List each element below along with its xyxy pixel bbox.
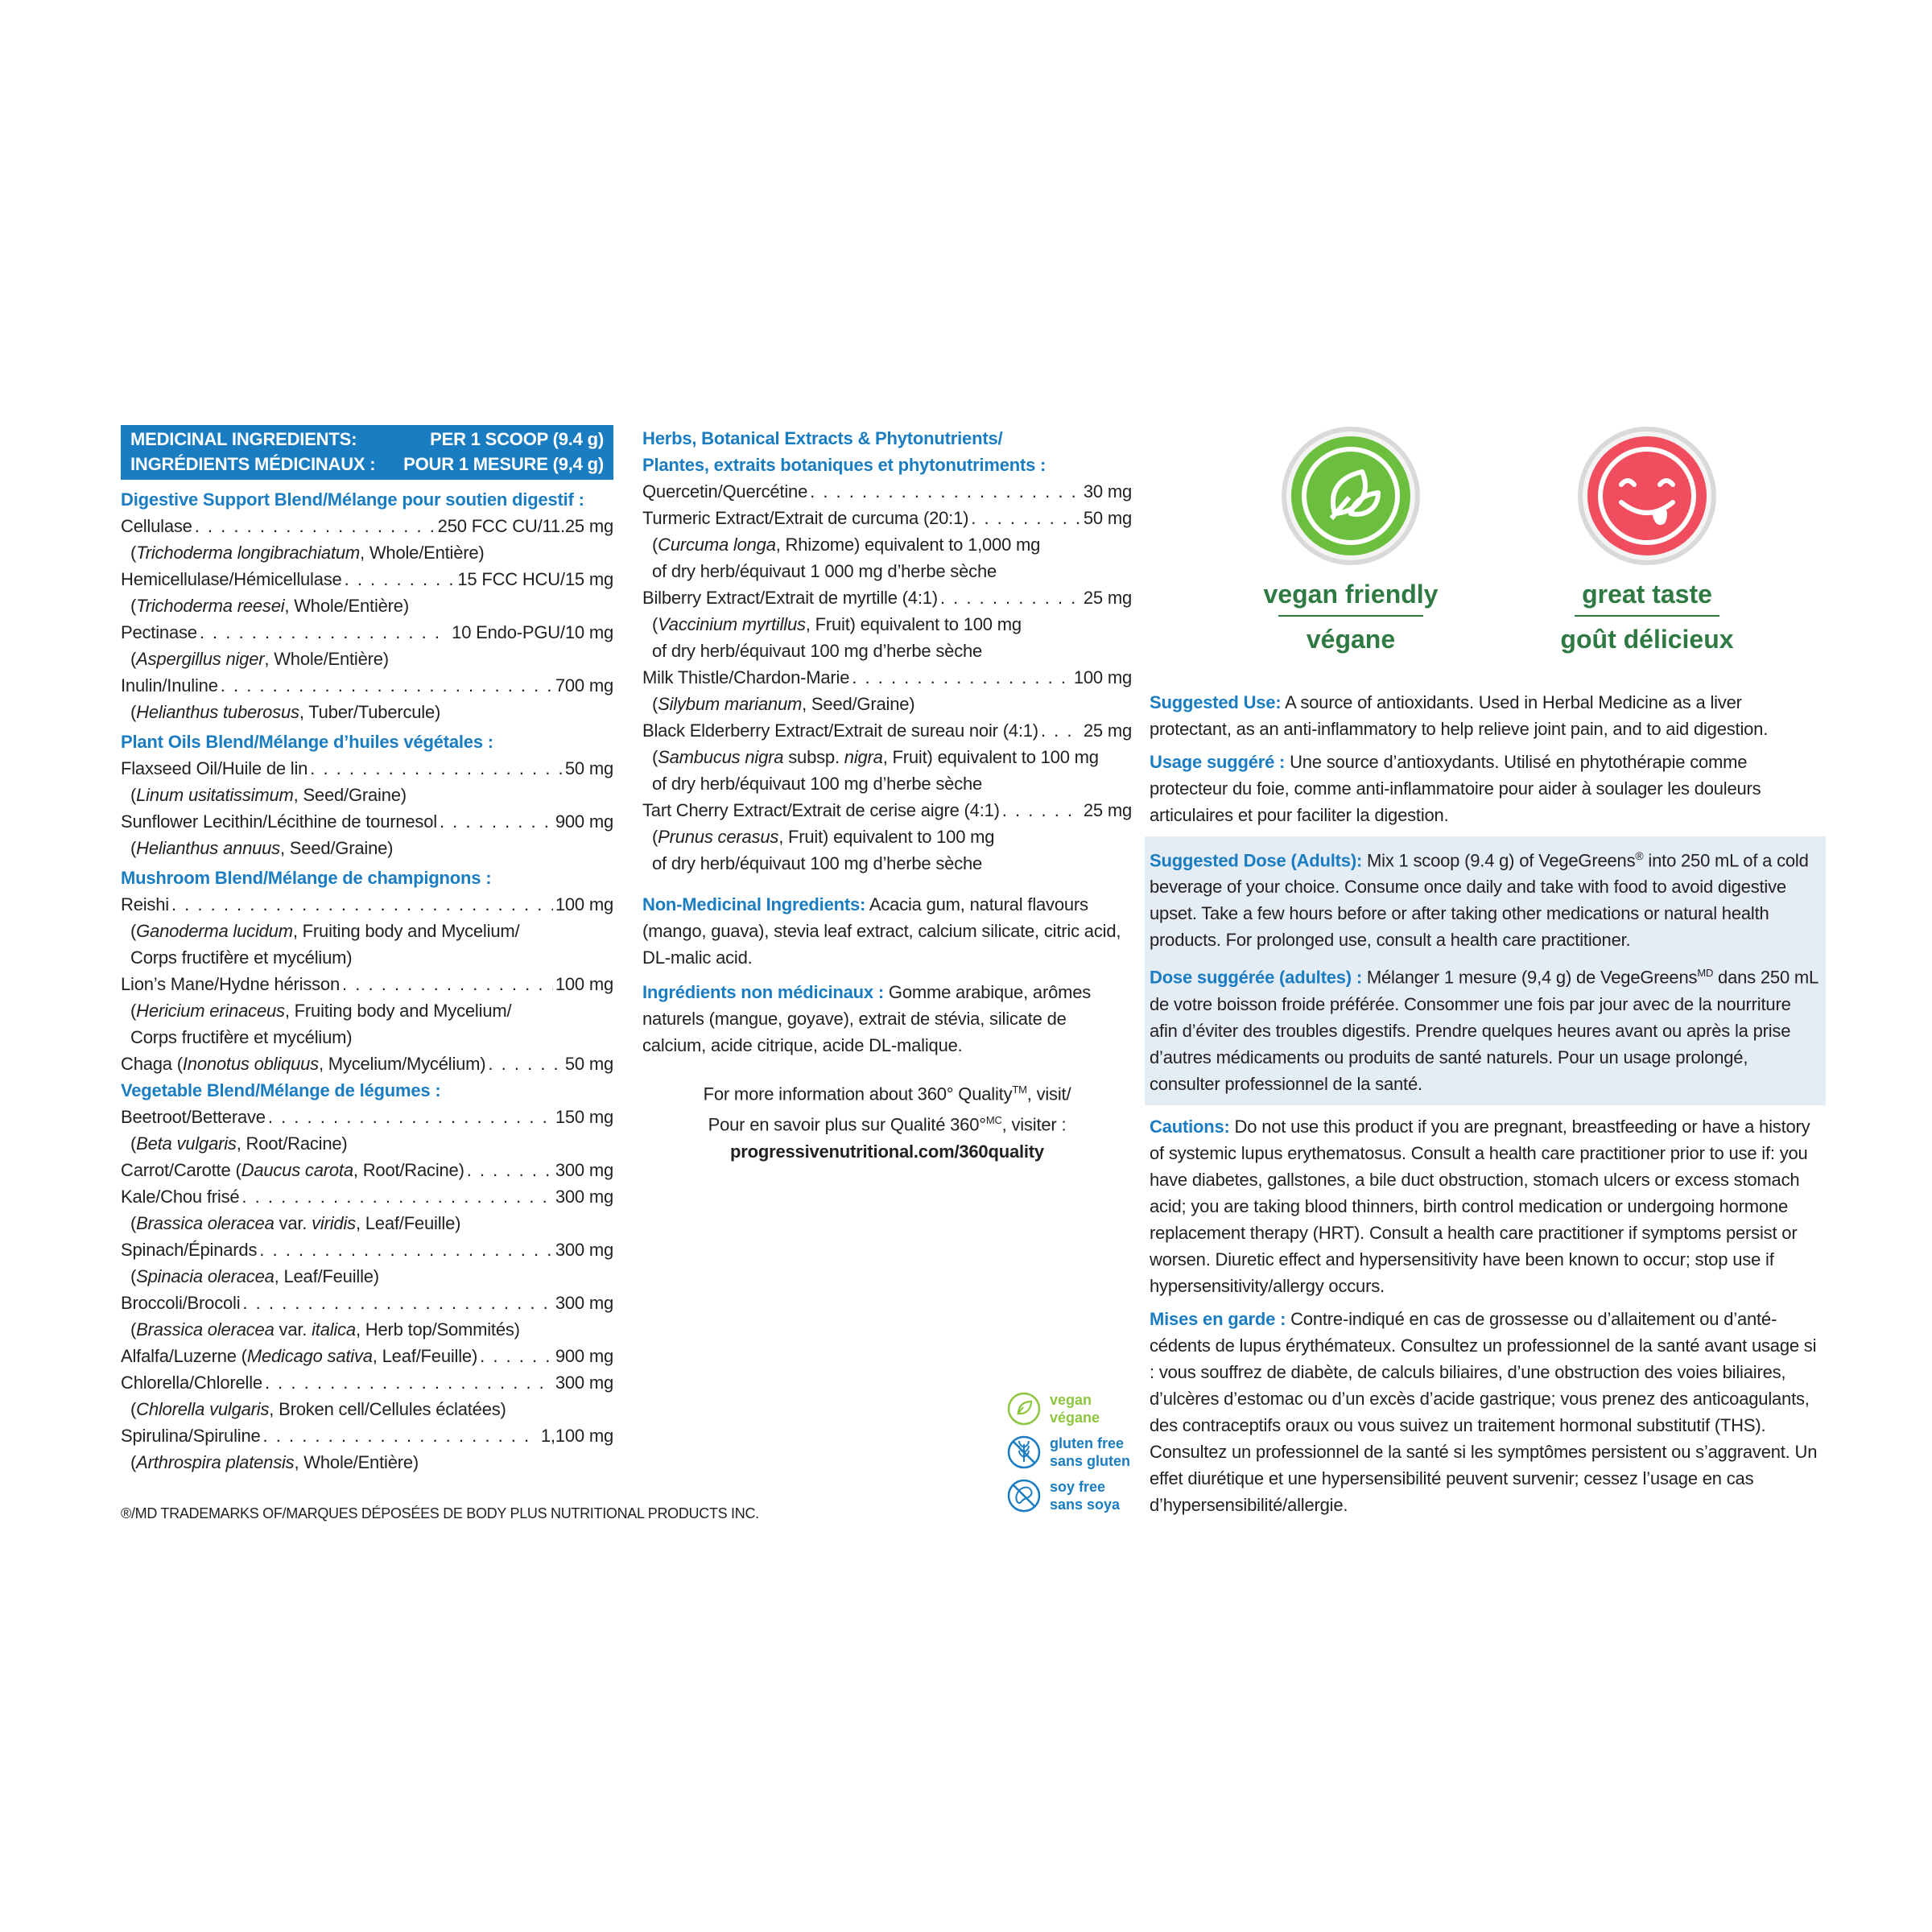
latin-name: Spinacia oleracea bbox=[136, 1266, 275, 1286]
mini-soy-en: soy free bbox=[1050, 1479, 1106, 1495]
mini-soy-fr: sans soya bbox=[1050, 1496, 1121, 1513]
ingredient-kale: Kale/Chou frisé . . . 300 mg (Brassica oleracea var. viridis, Leaf/Feuille) bbox=[121, 1183, 613, 1236]
herbs-column bbox=[642, 425, 1132, 1165]
non-medicinal-en bbox=[642, 891, 1132, 971]
latin-name: Aspergillus niger bbox=[136, 649, 265, 669]
ingredient-detail: , Fruit) equivalent to 100 mg bbox=[882, 747, 1099, 767]
registered-mark: ® bbox=[1635, 849, 1644, 862]
ingredient-detail: , Fruit) equivalent to 100 mg bbox=[805, 614, 1022, 634]
cautions-text-fr: Contre-indiqué en cas de grossesse ou d’allaitement ou d’anté-cédents de lupus érythémateux. Consultez un professionnel de la santé avant usage si : vous souffrez de diabète, de calculs biliaires, d’une obstruction des voies biliaires, d’ulcères d’estomac ou d’un excès d’acide gastrique; vous prenez des anticoagulants, des contraceptifs oraux ou vous suivez un traitement hormonal substitutif (THS). Consultez un professionnel de la santé si les symptômes persistent ou s’aggravent. Un effet diurétique et une hypersensibilité peuvent survenir; cessez l’usage en cas d’hypersensibilité/allergie. bbox=[1150, 1308, 1818, 1515]
ingredient-flaxseed: Flaxseed Oil/Huile de lin . . . 50 mg (Linum usitatissimum, Seed/Graine) bbox=[121, 755, 613, 808]
ingredient-detail-2: of dry herb/équivaut 100 mg d’herbe sèche bbox=[652, 774, 983, 794]
ingredient-amount: 25 mg bbox=[1083, 800, 1132, 820]
tm-mark: TM bbox=[1012, 1084, 1027, 1096]
non-medicinal-label-fr: Ingrédients non médicinaux : bbox=[642, 982, 884, 1002]
ingredient-sunflower-lecithin: Sunflower Lecithin/Lécithine de tournesol . . . 900 mg (Helianthus annuus, Seed/Graine) bbox=[121, 808, 613, 861]
ingredients-header bbox=[121, 425, 613, 480]
ingredient-detail-2: of dry herb/équivaut 100 mg d’herbe sèche bbox=[652, 853, 983, 873]
ingredient-detail: , Rhizome) equivalent to 1,000 mg bbox=[775, 535, 1041, 555]
ingredient-cellulase: Cellulase . . . 250 FCC CU/11.25 mg (Trichoderma longibrachiatum, Whole/Entière) bbox=[121, 513, 613, 566]
dose-text-en-a: Mix 1 scoop (9.4 g) of VegeGreens bbox=[1362, 850, 1636, 871]
herbs-title-fr: Plantes, extraits botaniques et phytonutriments : bbox=[642, 455, 1046, 475]
ingredient-detail-2: of dry herb/équivaut 1 000 mg d’herbe sèche bbox=[652, 561, 997, 581]
latin-name: Vaccinium myrtillus bbox=[658, 614, 806, 634]
ingredient-detail: , Whole/Entière) bbox=[360, 543, 485, 563]
ingredient-name: Kale/Chou frisé bbox=[121, 1187, 240, 1207]
vegan-friendly-en: vegan friendly bbox=[1263, 580, 1439, 609]
dose-label-en: Suggested Dose (Adults): bbox=[1150, 850, 1363, 871]
cautions-en bbox=[1150, 1113, 1819, 1299]
vegan-divider bbox=[1278, 615, 1423, 617]
suggested-use-fr bbox=[1150, 749, 1819, 828]
more-info bbox=[642, 1076, 1132, 1165]
latin-name: Trichoderma reesei bbox=[136, 596, 285, 616]
latin-name: Trichoderma longibrachiatum bbox=[136, 543, 361, 563]
ingredient-amount: 10 Endo-PGU/10 mg bbox=[452, 622, 613, 642]
ingredient-detail: , Root/Racine) bbox=[353, 1160, 464, 1180]
header-right-en: PER 1 SCOOP (9.4 g) bbox=[430, 429, 604, 449]
ingredient-detail-2: Corps fructifère et mycélium) bbox=[130, 1027, 353, 1047]
latin-qualifier: var. bbox=[274, 1319, 312, 1340]
ingredient-amount: 50 mg bbox=[1083, 508, 1132, 528]
latin-name: Brassica oleracea bbox=[136, 1319, 275, 1340]
ingredient-quercetin bbox=[642, 478, 1132, 505]
more-info-link[interactable]: progressivenutritional.com/360quality bbox=[730, 1141, 1044, 1162]
ingredient-amount: 250 FCC CU/11.25 mg bbox=[437, 516, 613, 536]
ingredient-broccoli: Broccoli/Brocoli . . . 300 mg (Brassica oleracea var. italica, Herb top/Sommités) bbox=[121, 1290, 613, 1343]
digestive-blend-title: Digestive Support Blend/Mélange pour soutien digestif : bbox=[121, 489, 584, 510]
ingredient-detail: , Leaf/Feuille) bbox=[372, 1346, 478, 1366]
latin-name: Beta vulgaris bbox=[136, 1133, 237, 1154]
latin-variety: viridis bbox=[312, 1213, 356, 1233]
ingredient-name: Flaxseed Oil/Huile de lin bbox=[121, 758, 308, 778]
more-info-line2-end: , visiter : bbox=[1001, 1114, 1067, 1135]
latin-name: Brassica oleracea bbox=[136, 1213, 275, 1233]
ingredient-amount: 100 mg bbox=[555, 894, 613, 914]
latin-name: Prunus cerasus bbox=[658, 827, 779, 847]
mini-gluten-en: gluten free bbox=[1050, 1435, 1125, 1451]
cautions-text-en: Do not use this product if you are pregnant, breastfeeding or have a history of systemic lupus erythematosus. Consult a health care practitioner prior to use if: you have diabetes, gallstones, a bile duct obstruction, stomach ulcers or excess stomach acid; you are taking blood thinners, birth control medication or undergoing hormone replacement therapy (HRT). Consult a health care practitioner if symptoms persist or worsen. Diuretic effect and hypersensitivity have been known to occur; stop use if hypersensitivity/allergy occurs. bbox=[1150, 1116, 1810, 1296]
plant-oils-blend-title: Plant Oils Blend/Mélange d’huiles végétales : bbox=[121, 732, 493, 752]
ingredient-bilberry: Bilberry Extract/Extrait de myrtille (4:1) . . . 25 mg (Vaccinium myrtillus, Fruit) equivalent to 100 mg of dry herb/équivaut 100 mg d’herbe sèche bbox=[642, 584, 1132, 664]
ingredient-name: Alfalfa/Luzerne ( bbox=[121, 1346, 247, 1366]
ingredient-name: Reishi bbox=[121, 894, 169, 914]
ingredient-detail: , Seed/Graine) bbox=[293, 785, 407, 805]
suggested-use-text-en: A source of antioxidants. Used in Herbal Medicine as a liver protectant, as an anti-inflammatory to help relieve joint pain, and to aid digestion. bbox=[1150, 692, 1769, 739]
latin-name: Silybum marianum bbox=[658, 694, 803, 714]
ingredient-amount: 1,100 mg bbox=[540, 1426, 613, 1446]
suggested-use-text-fr: Une source d’antioxydants. Utilisé en phytothérapie comme protecteur du foie, comme anti-inflammatoire pour aider à soulager les douleurs articulaires et pour faciliter la digestion. bbox=[1150, 752, 1761, 825]
ingredient-detail: , Herb top/Sommités) bbox=[355, 1319, 520, 1340]
non-medicinal-label-en: Non-Medicinal Ingredients: bbox=[642, 894, 866, 914]
ingredient-name: Carrot/Carotte ( bbox=[121, 1160, 242, 1180]
ingredient-name: Spinach/Épinards bbox=[121, 1240, 258, 1260]
latin-name: Ganoderma lucidum bbox=[136, 921, 293, 941]
ingredient-amount: 25 mg bbox=[1083, 588, 1132, 608]
ingredient-name: Chaga ( bbox=[121, 1054, 183, 1074]
latin-name: Chlorella vulgaris bbox=[136, 1399, 270, 1419]
medicinal-ingredients-column bbox=[121, 425, 613, 1476]
ingredient-detail: , Fruit) equivalent to 100 mg bbox=[778, 827, 995, 847]
dose-fr bbox=[1150, 960, 1821, 1096]
ingredient-spinach: Spinach/Épinards . . . 300 mg (Spinacia oleracea, Leaf/Feuille) bbox=[121, 1236, 613, 1290]
ingredient-name: Cellulase bbox=[121, 516, 192, 536]
latin-qualifier: subsp. bbox=[783, 747, 844, 767]
ingredient-name: Beetroot/Betterave bbox=[121, 1107, 266, 1127]
ingredient-black-elderberry: Black Elderberry Extract/Extrait de sureau noir (4:1) . . . 25 mg (Sambucus nigra subsp. nigra, Fruit) equivalent to 100 mg of dry herb/équivaut 100 mg d’herbe sèche bbox=[642, 717, 1132, 797]
mc-mark: MC bbox=[985, 1114, 1002, 1127]
ingredient-amount: 300 mg bbox=[555, 1187, 613, 1207]
ingredient-detail: , Root/Racine) bbox=[236, 1133, 348, 1154]
gluten-free-wheat-icon bbox=[1006, 1435, 1042, 1470]
great-taste-fr: goût délicieux bbox=[1560, 625, 1734, 654]
ingredient-detail: , Fruiting body and Mycelium/ bbox=[284, 1001, 512, 1021]
great-taste-en: great taste bbox=[1582, 580, 1712, 609]
ingredient-detail: , Whole/Entière) bbox=[284, 596, 409, 616]
header-left-fr: INGRÉDIENTS MÉDICINAUX : bbox=[130, 454, 376, 474]
ingredient-name: Bilberry Extract/Extrait de myrtille (4:1) bbox=[642, 588, 938, 608]
dose-section bbox=[1145, 836, 1826, 1105]
ingredient-detail: , Fruiting body and Mycelium/ bbox=[292, 921, 520, 941]
taste-divider bbox=[1575, 615, 1719, 617]
ingredient-inulin: Inulin/Inuline . . . 700 mg (Helianthus tuberosus, Tuber/Tubercule) bbox=[121, 672, 613, 725]
ingredient-turmeric: Turmeric Extract/Extrait de curcuma (20:1) . . . 50 mg (Curcuma longa, Rhizome) equivalent to 1,000 mg of dry herb/équivaut 1 000 mg d’herbe sèche bbox=[642, 505, 1132, 584]
cautions-label-en: Cautions: bbox=[1150, 1116, 1230, 1137]
dose-en bbox=[1150, 838, 1821, 953]
suggested-use-label-fr: Usage suggéré : bbox=[1150, 752, 1286, 772]
ingredient-amount: 700 mg bbox=[555, 675, 613, 696]
ingredient-amount: 150 mg bbox=[555, 1107, 613, 1127]
ingredient-amount: 30 mg bbox=[1083, 481, 1132, 502]
non-medicinal-text-en: Acacia gum, natural flavours (mango, guava), stevia leaf extract, calcium silicate, citric acid, DL-malic acid. bbox=[642, 894, 1121, 968]
header-left-en: MEDICINAL INGREDIENTS: bbox=[130, 429, 357, 449]
ingredient-reishi: Reishi . . . 100 mg (Ganoderma lucidum, Fruiting body and Mycelium/ Corps fructifère et mycélium) bbox=[121, 891, 613, 971]
ingredient-amount: 300 mg bbox=[555, 1293, 613, 1313]
ingredient-name: Quercetin/Quercétine bbox=[642, 481, 808, 502]
trademark-notice: ®/MD TRADEMARKS OF/MARQUES DÉPOSÉES DE BODY PLUS NUTRITIONAL PRODUCTS INC. bbox=[121, 1505, 759, 1521]
ingredient-detail: , Leaf/Feuille) bbox=[274, 1266, 379, 1286]
ingredient-amount: 50 mg bbox=[564, 1054, 613, 1074]
ingredient-name: Pectinase bbox=[121, 622, 197, 642]
ingredient-detail: , Whole/Entière) bbox=[294, 1452, 419, 1472]
latin-name: Helianthus tuberosus bbox=[136, 702, 299, 722]
ingredient-name: Milk Thistle/Chardon-Marie bbox=[642, 667, 850, 687]
latin-name: Linum usitatissimum bbox=[136, 785, 294, 805]
latin-name: Helianthus annuus bbox=[136, 838, 280, 858]
latin-name: Daucus carota bbox=[241, 1160, 353, 1180]
ingredient-amount: 25 mg bbox=[1083, 720, 1132, 741]
latin-name: Sambucus nigra bbox=[658, 747, 784, 767]
ingredient-spirulina: Spirulina/Spiruline . . . 1,100 mg (Arthrospira platensis, Whole/Entière) bbox=[121, 1422, 613, 1476]
ingredient-tart-cherry: Tart Cherry Extract/Extrait de cerise aigre (4:1) . . . 25 mg (Prunus cerasus, Fruit) equivalent to 100 mg of dry herb/équivaut 100 mg d’herbe sèche bbox=[642, 797, 1132, 877]
cautions-label-fr: Mises en garde : bbox=[1150, 1308, 1286, 1329]
ingredient-amount: 300 mg bbox=[555, 1160, 613, 1180]
md-mark: MD bbox=[1697, 967, 1714, 980]
ingredient-alfalfa bbox=[121, 1343, 613, 1369]
vegan-friendly-fr: végane bbox=[1306, 625, 1396, 654]
more-info-line2: Pour en savoir plus sur Qualité 360° bbox=[708, 1114, 986, 1135]
dose-text-en-b: into 250 mL of a cold beverage of your choice. Consume once daily and take with food to avoid digestive upset. Take a few hours before or after taking other medications or natural health products. For prolonged use, consult a health care practitioner. bbox=[1150, 850, 1809, 951]
ingredient-amount: 300 mg bbox=[555, 1240, 613, 1260]
ingredient-name: Sunflower Lecithin/Lécithine de tournesol bbox=[121, 811, 437, 832]
ingredient-detail: , Seed/Graine) bbox=[802, 694, 915, 714]
vegan-leaf-icon bbox=[1006, 1391, 1042, 1426]
soy-free-bean-icon bbox=[1006, 1478, 1042, 1513]
latin-variety: nigra bbox=[844, 747, 883, 767]
latin-name: Medicago sativa bbox=[246, 1346, 373, 1366]
ingredient-hemicellulase: Hemicellulase/Hémicellulase . . . 15 FCC HCU/15 mg (Trichoderma reesei, Whole/Entière) bbox=[121, 566, 613, 619]
mushroom-blend-title: Mushroom Blend/Mélange de champignons : bbox=[121, 868, 492, 888]
ingredient-amount: 900 mg bbox=[555, 1346, 613, 1366]
latin-name: Curcuma longa bbox=[658, 535, 776, 555]
ingredient-name: Inulin/Inuline bbox=[121, 675, 218, 696]
ingredient-amount: 15 FCC HCU/15 mg bbox=[457, 569, 613, 589]
more-info-line1-end: , visit/ bbox=[1026, 1084, 1071, 1104]
ingredient-detail: , Leaf/Feuille) bbox=[355, 1213, 461, 1233]
ingredient-name: Broccoli/Brocoli bbox=[121, 1293, 241, 1313]
ingredient-name: Hemicellulase/Hémicellulase bbox=[121, 569, 342, 589]
ingredient-pectinase: Pectinase . . . 10 Endo-PGU/10 mg (Aspergillus niger, Whole/Entière) bbox=[121, 619, 613, 672]
latin-name: Hericium erinaceus bbox=[136, 1001, 285, 1021]
ingredient-detail: , Broken cell/Cellules éclatées) bbox=[269, 1399, 506, 1419]
ingredient-name: Chlorella/Chlorelle bbox=[121, 1373, 262, 1393]
latin-name: Inonotus obliquus bbox=[182, 1054, 319, 1074]
ingredient-chaga bbox=[121, 1051, 613, 1077]
latin-name: Arthrospira platensis bbox=[136, 1452, 295, 1472]
mini-vegan-en: vegan bbox=[1050, 1392, 1092, 1408]
cautions-fr bbox=[1150, 1306, 1819, 1518]
suggested-use-label-en: Suggested Use: bbox=[1150, 692, 1282, 712]
ingredient-milk-thistle: Milk Thistle/Chardon-Marie . . . 100 mg (Silybum marianum, Seed/Graine) bbox=[642, 664, 1132, 717]
non-medicinal-text-fr: Gomme arabique, arômes naturels (mangue, goyave), extrait de stévia, silicate de calcium, acide citrique, acide DL-malique. bbox=[642, 982, 1092, 1055]
ingredient-detail: , Whole/Entière) bbox=[264, 649, 389, 669]
suggested-use-en bbox=[1150, 689, 1819, 742]
dose-text-fr-a: Mélanger 1 mesure (9,4 g) de VegeGreens bbox=[1361, 967, 1698, 988]
ingredient-name: Tart Cherry Extract/Extrait de cerise aigre (4:1) bbox=[642, 800, 1000, 820]
mini-gluten-fr: sans gluten bbox=[1050, 1453, 1131, 1469]
ingredient-amount: 300 mg bbox=[555, 1373, 613, 1393]
mini-vegan-fr: végane bbox=[1050, 1410, 1100, 1426]
ingredient-amount: 50 mg bbox=[564, 758, 613, 778]
ingredient-detail-2: of dry herb/équivaut 100 mg d’herbe sèche bbox=[652, 641, 983, 661]
latin-variety: italica bbox=[312, 1319, 356, 1340]
directions-column bbox=[1150, 689, 1819, 1518]
dose-text-fr-b: dans 250 mL de votre boisson froide préférée. Consommer une fois par jour avec de la nourriture afin d’éviter des troubles digestifs. Prendre quelques heures avant ou après la prise d’autres médicaments ou produits de santé naturels. Pour un usage prolongé, consulter professionnel de la santé. bbox=[1150, 967, 1818, 1094]
ingredient-detail-2: Corps fructifère et mycélium) bbox=[130, 947, 353, 968]
ingredient-carrot bbox=[121, 1157, 613, 1183]
non-medicinal-fr bbox=[642, 979, 1132, 1059]
ingredient-name: Spirulina/Spiruline bbox=[121, 1426, 261, 1446]
ingredient-detail: , Tuber/Tubercule) bbox=[299, 702, 441, 722]
vegetable-blend-title: Vegetable Blend/Mélange de légumes : bbox=[121, 1080, 441, 1100]
ingredient-detail: , Mycelium/Mycélium) bbox=[318, 1054, 486, 1074]
herbs-title-en: Herbs, Botanical Extracts & Phytonutrients/ bbox=[642, 428, 1003, 448]
ingredient-amount: 900 mg bbox=[555, 811, 613, 832]
header-right-fr: POUR 1 MESURE (9,4 g) bbox=[403, 454, 604, 474]
ingredient-lions-mane: Lion’s Mane/Hydne hérisson . . . 100 mg (Hericium erinaceus, Fruiting body and Mycelium/ Corps fructifère et mycélium) bbox=[121, 971, 613, 1051]
great-taste-smiley-icon bbox=[1575, 423, 1719, 568]
ingredient-name: Lion’s Mane/Hydne hérisson bbox=[121, 974, 341, 994]
latin-qualifier: var. bbox=[274, 1213, 312, 1233]
ingredient-chlorella: Chlorella/Chlorelle . . . 300 mg (Chlorella vulgaris, Broken cell/Cellules éclatées) bbox=[121, 1369, 613, 1422]
vegan-friendly-icon bbox=[1278, 423, 1423, 568]
ingredient-detail: , Seed/Graine) bbox=[279, 838, 394, 858]
ingredient-amount: 100 mg bbox=[555, 974, 613, 994]
dose-label-fr: Dose suggérée (adultes) : bbox=[1150, 967, 1362, 988]
ingredient-name: Turmeric Extract/Extrait de curcuma (20:1) bbox=[642, 508, 969, 528]
more-info-line1: For more information about 360° Quality bbox=[703, 1084, 1013, 1104]
ingredient-name: Black Elderberry Extract/Extrait de sureau noir (4:1) bbox=[642, 720, 1038, 741]
ingredient-beetroot: Beetroot/Betterave . . . 150 mg (Beta vulgaris, Root/Racine) bbox=[121, 1104, 613, 1157]
ingredient-amount: 100 mg bbox=[1073, 667, 1132, 687]
